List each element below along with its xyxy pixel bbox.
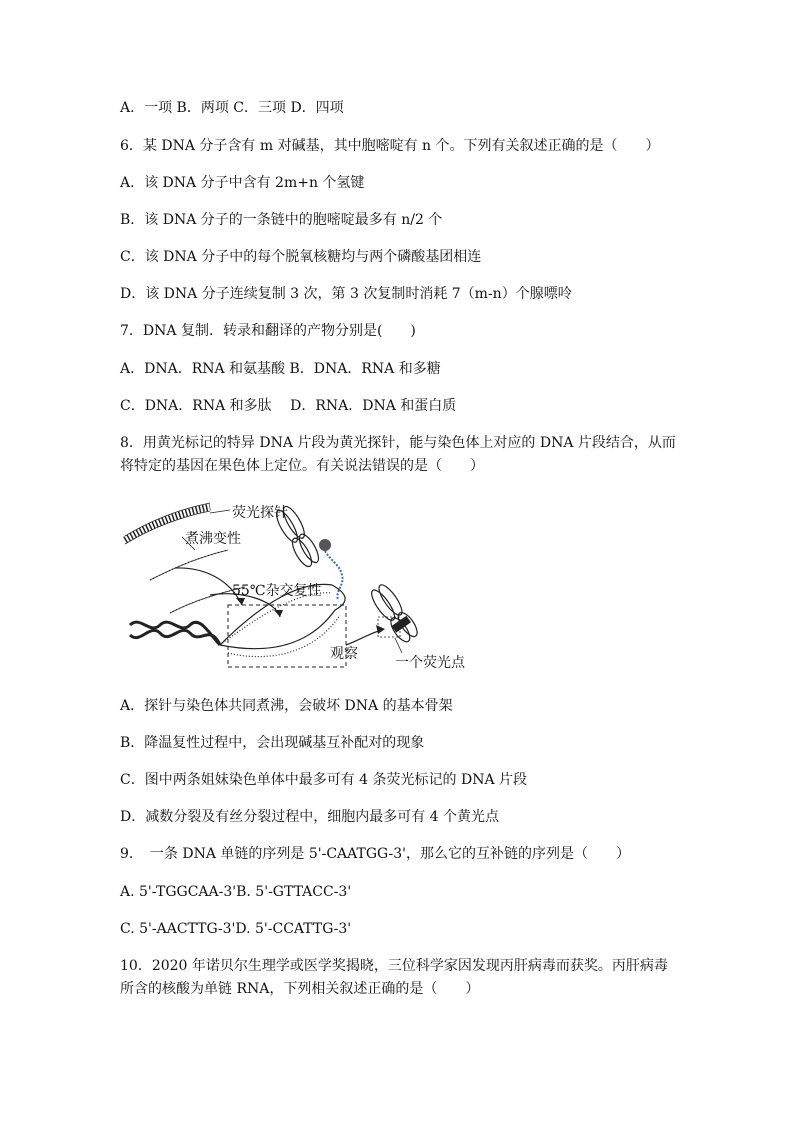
q7-options-cd: C．DNA．RNA 和多肽 D．RNA．DNA 和蛋白质	[120, 398, 457, 414]
q6-option-d: D．该 DNA 分子连续复制 3 次，第 3 次复制时消耗 7（m-n）个腺嘌呤	[120, 286, 572, 302]
q5-options: A．一项 B．两项 C．三项 D．四项	[120, 100, 344, 116]
q8-option-c: C．图中两条姐妹染色单体中最多可有 4 条荧光标记的 DNA 片段	[120, 772, 528, 788]
q9-options-cd: C. 5'-AACTTG-3'D. 5'-CCATTG-3'	[120, 921, 352, 937]
q8-option-a: A．探针与染色体共同煮沸，会破坏 DNA 的基本骨架	[120, 698, 453, 714]
chromosome-icon-right	[368, 582, 421, 645]
single-strand-1	[150, 550, 228, 580]
label-renature: 55℃杂交复性	[232, 583, 322, 599]
pointer-line-probe	[210, 510, 230, 513]
label-fluorescent-dot: 一个荧光点	[395, 655, 465, 671]
q8-option-b: B．降温复性过程中，会出现碱基互补配对的现象	[120, 735, 425, 751]
q6-option-a: A．该 DNA 分子中含有 2m+n 个氢键	[120, 175, 365, 191]
q8-option-d: D．减数分裂及有丝分裂过程中，细胞内最多可有 4 个黄光点	[120, 809, 500, 825]
q10-stem: 10．2020 年诺贝尔生理学或医学奖揭晓，三位科学家因发现丙肝病毒而获奖。丙肝病毒所含的核酸为单链 RNA，下列相关叙述正确的是（ ）	[120, 958, 668, 997]
q7-stem: 7．DNA 复制．转录和翻译的产物分别是( )	[120, 323, 416, 339]
q9-options-ab: A. 5'-TGGCAA-3'B. 5'-GTTACC-3'	[120, 884, 352, 900]
q8-stem: 8．用黄光标记的特异 DNA 片段为黄光探针，能与染色体上对应的 DNA 片段结合，从而将特定的基因在果色体上定位。有关说法错误的是（ ）	[120, 435, 676, 474]
q9-stem: 9． 一条 DNA 单链的序列是 5'-CAATGG-3'，那么它的互补链的序列是（ ）	[120, 846, 630, 862]
label-observe: 观察	[330, 646, 358, 662]
q6-option-c: C．该 DNA 分子中的每个脱氧核糖均与两个磷酸基团相连	[120, 249, 482, 265]
hybridization-box	[228, 605, 346, 667]
label-boil: 煮沸变性	[185, 531, 241, 547]
observe-arrow	[346, 630, 382, 645]
pointer-line-dot	[395, 638, 402, 653]
fish-probe-figure	[120, 495, 490, 685]
q6-stem: 6．某 DNA 分子含有 m 对碱基，其中胞嘧啶有 n 个。下列有关叙述正确的是（ ）	[120, 138, 660, 154]
q7-options-ab: A．DNA．RNA 和氨基酸 B．DNA．RNA 和多糖	[120, 361, 441, 377]
label-probe: 荧光探针	[232, 505, 288, 521]
probe-tail-helix	[325, 551, 343, 600]
q6-option-b: B．该 DNA 分子的一条链中的胞嘧啶最多有 n/2 个	[120, 212, 443, 228]
probe-head	[319, 539, 331, 551]
